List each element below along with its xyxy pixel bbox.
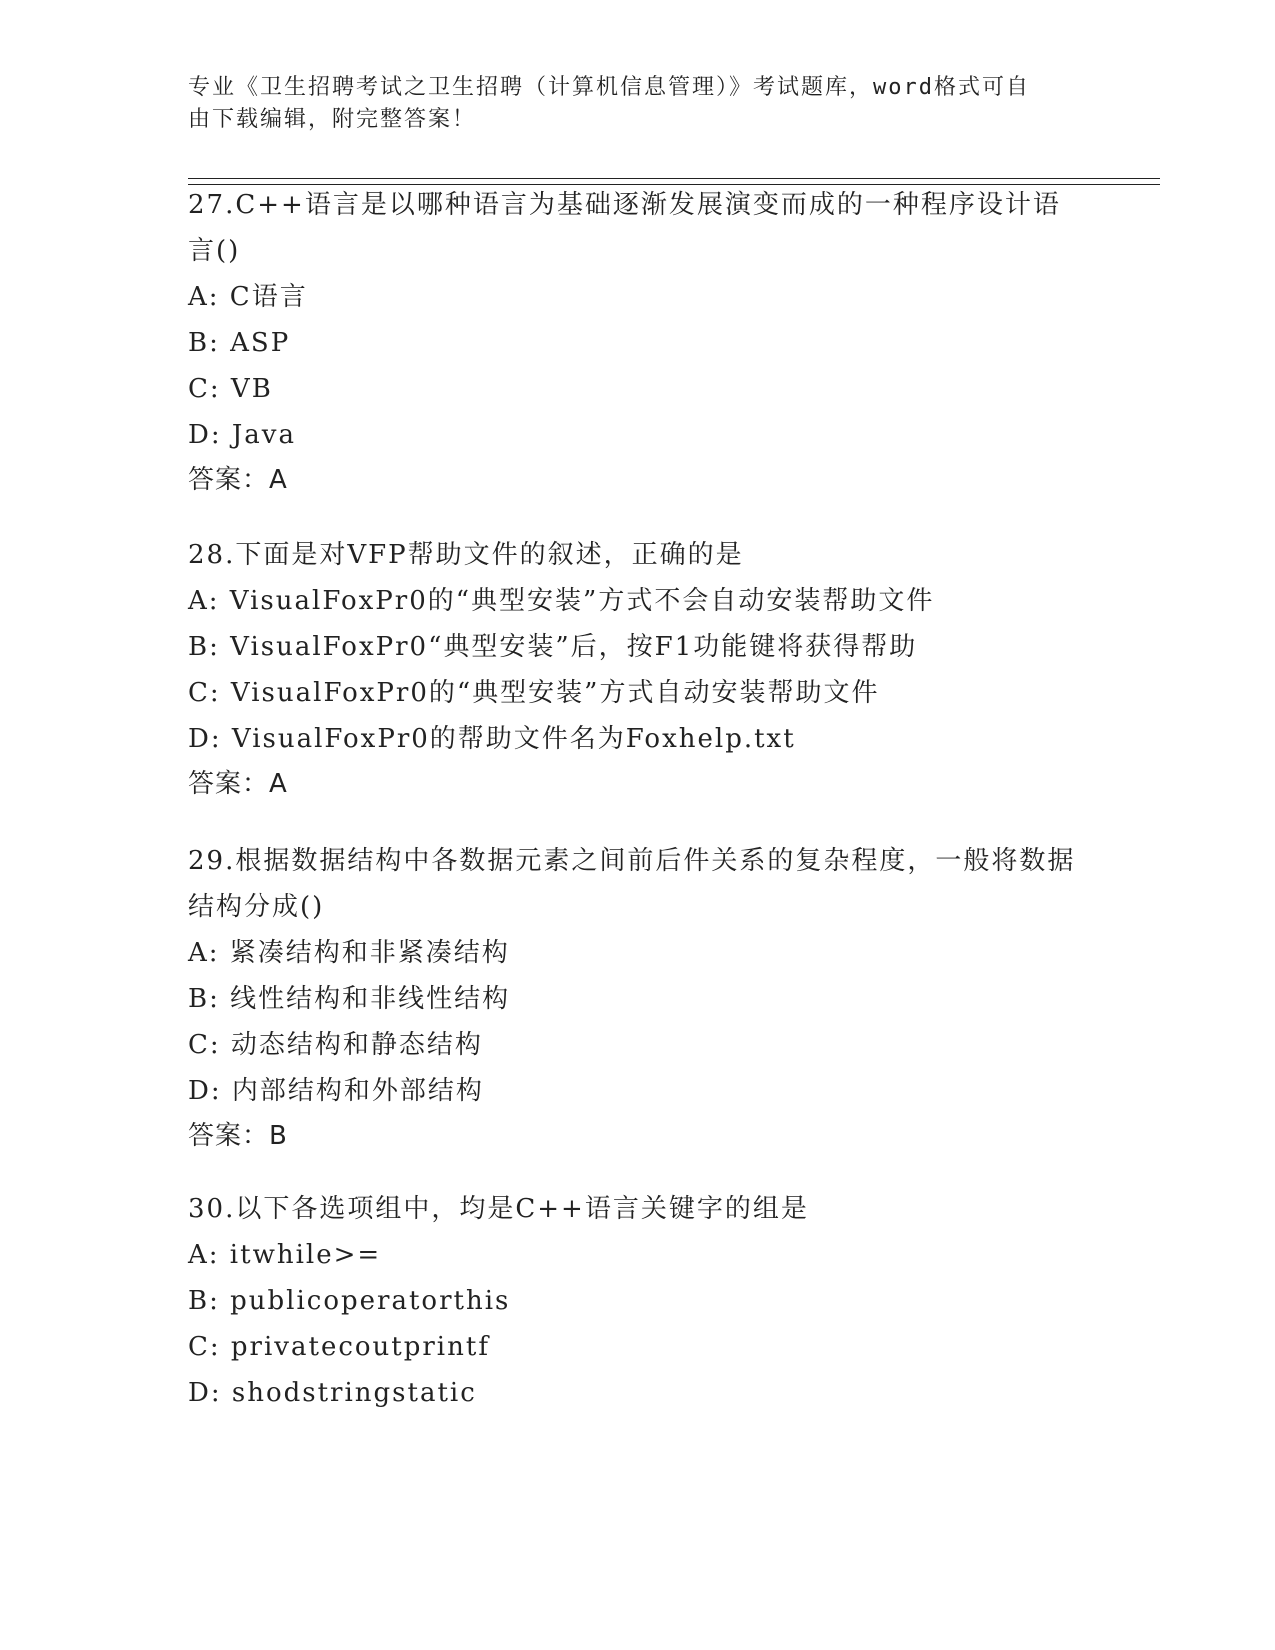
question-stem: 30.以下各选项组中，均是C++语言关键字的组是 bbox=[188, 1194, 809, 1224]
question-stem: 28.下面是对VFP帮助文件的叙述，正确的是 bbox=[188, 540, 744, 570]
option-c: C: 动态结构和静态结构 bbox=[188, 1030, 483, 1060]
answer-label: 答案：B bbox=[188, 1121, 288, 1151]
option-d: D: VisualFoxPr0的帮助文件名为Foxhelp.txt bbox=[188, 724, 796, 754]
question-27 bbox=[188, 182, 1078, 502]
option-b: B: VisualFoxPr0“典型安装”后，按F1功能键将获得帮助 bbox=[188, 632, 918, 662]
header-line-1: 专业《卫生招聘考试之卫生招聘（计算机信息管理）》考试题库，word格式可自 bbox=[188, 75, 1030, 100]
option-a: A: C语言 bbox=[188, 282, 308, 312]
question-30 bbox=[188, 1186, 1078, 1416]
option-c: C: privatecoutprintf bbox=[188, 1332, 490, 1362]
question-stem: 27.C++语言是以哪种语言为基础逐渐发展演变而成的一种程序设计语言() bbox=[188, 190, 1061, 266]
question-29 bbox=[188, 838, 1078, 1158]
option-a: A: VisualFoxPr0的“典型安装”方式不会自动安装帮助文件 bbox=[188, 586, 935, 616]
document-header bbox=[188, 72, 1068, 136]
option-a: A: itwhile>= bbox=[188, 1240, 382, 1270]
header-divider-top bbox=[188, 178, 1160, 179]
option-c: C: VisualFoxPr0的“典型安装”方式自动安装帮助文件 bbox=[188, 678, 880, 708]
answer-label: 答案：A bbox=[188, 769, 288, 799]
question-stem: 29.根据数据结构中各数据元素之间前后件关系的复杂程度，一般将数据结构分成() bbox=[188, 846, 1076, 922]
option-d: D: 内部结构和外部结构 bbox=[188, 1076, 484, 1106]
option-b: B: 线性结构和非线性结构 bbox=[188, 984, 511, 1014]
option-c: C: VB bbox=[188, 374, 273, 404]
option-d: D: Java bbox=[188, 420, 296, 450]
option-a: A: 紧凑结构和非紧凑结构 bbox=[188, 938, 510, 968]
option-b: B: publicoperatorthis bbox=[188, 1286, 511, 1316]
option-d: D: shodstringstatic bbox=[188, 1378, 477, 1408]
answer-label: 答案：A bbox=[188, 465, 288, 495]
option-b: B: ASP bbox=[188, 328, 291, 358]
question-28 bbox=[188, 532, 1078, 806]
header-line-2: 由下载编辑，附完整答案！ bbox=[188, 107, 477, 132]
